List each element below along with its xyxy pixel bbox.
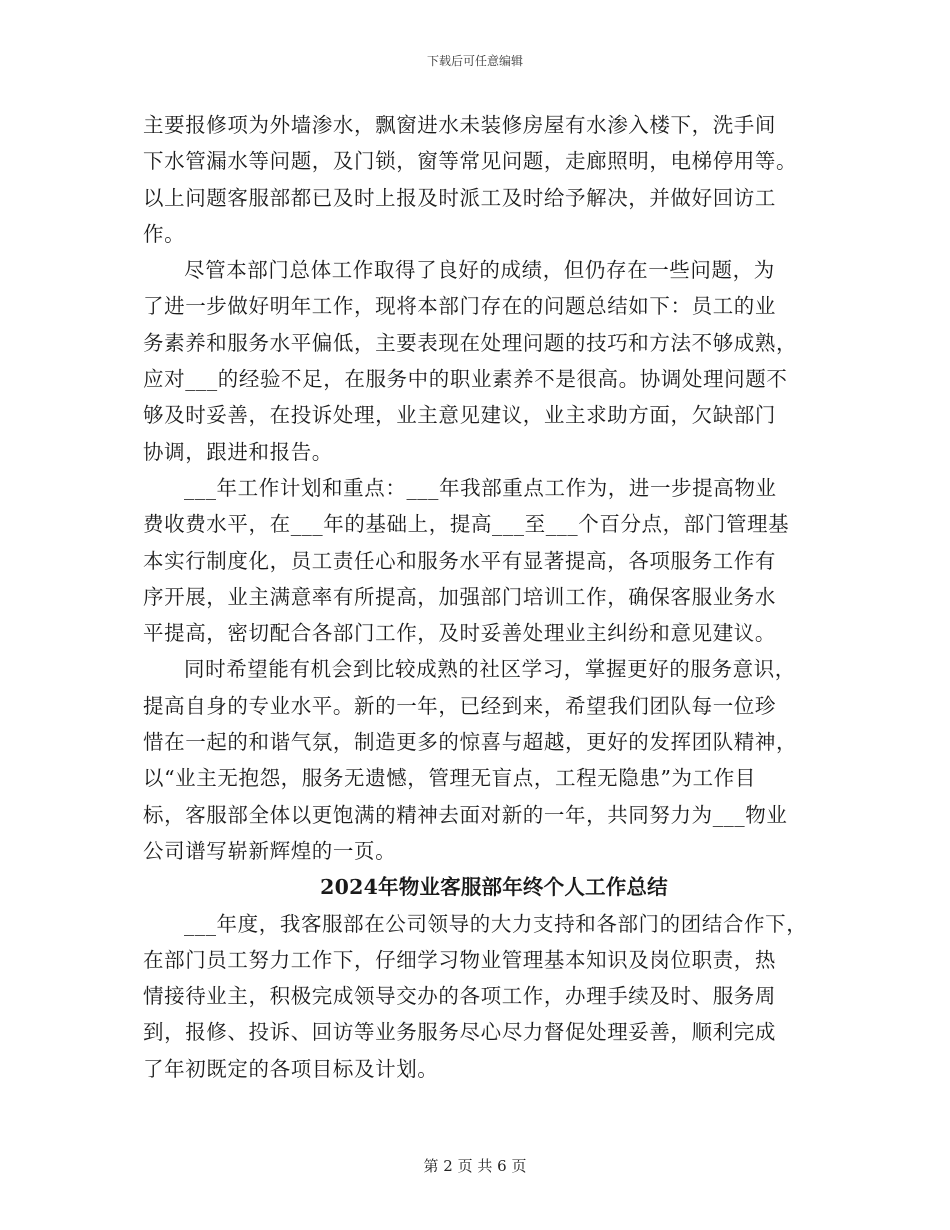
paragraph-first-line: ___年度，我客服部在公司领导的大力支持和各部门的团结合作下，: [184, 911, 808, 936]
body-line: 以上问题客服部都已及时上报及时派工及时给予解决，并做好回访工: [143, 185, 776, 210]
section-title: 2024年物业客服部年终个人工作总结: [320, 875, 668, 900]
body-line: 本实行制度化，员工责任心和服务水平有显著提高，各项服务工作有: [143, 548, 776, 573]
page-header: 下载后可任意编辑: [426, 54, 523, 68]
document-body: [143, 107, 815, 1087]
paragraph-first-line: 尽管本部门总体工作取得了良好的成绩，但仍存在一些问题，为: [184, 258, 775, 283]
body-line: 主要报修项为外墙渗水，飘窗进水未装修房屋有水渗入楼下，洗手间: [143, 113, 776, 137]
body-line: 务素养和服务水平偏低，主要表现在处理问题的技巧和方法不够成熟，: [143, 330, 798, 355]
body-line: 标，客服部全体以更饱满的精神去面对新的一年，共同努力为___物业: [143, 802, 788, 827]
body-line: 协调，跟进和报告。: [143, 439, 333, 464]
body-line: 作。: [143, 221, 186, 246]
paragraph-first-line: 同时希望能有机会到比较成熟的社区学习，掌握更好的服务意识，: [184, 657, 796, 682]
body-line: 费收费水平，在___年的基础上，提高___至___个百分点，部门管理基: [143, 512, 790, 537]
body-line: 了年初既定的各项目标及计划。: [143, 1056, 439, 1081]
body-line: 够及时妥善，在投诉处理，业主意见建议，业主求助方面，欠缺部门: [143, 403, 776, 428]
body-line: 下水管漏水等问题，及门锁，窗等常见问题，走廊照明，电梯停用等。: [143, 149, 798, 174]
page-number: 第 2 页 共 6 页: [423, 1157, 527, 1175]
body-line: 提高自身的专业水平。新的一年，已经到来，希望我们团队每一位珍: [143, 693, 776, 718]
body-line: 惜在一起的和谐气氛，制造更多的惊喜与超越，更好的发挥团队精神，: [143, 730, 798, 755]
body-line: 以“业主无抱怨，服务无遗憾，管理无盲点，工程无隐患”为工作目: [143, 766, 756, 791]
body-line: 到，报修、投诉、回访等业务服务尽心尽力督促处理妥善，顺利完成: [143, 1020, 776, 1045]
body-line: 了进一步做好明年工作，现将本部门存在的问题总结如下：员工的业: [143, 294, 776, 319]
body-line: 在部门员工努力工作下，仔细学习物业管理基本知识及岗位职责，热: [143, 947, 776, 972]
body-line: 情接待业主，积极完成领导交办的各项工作，办理手续及时、服务周: [143, 984, 776, 1009]
body-line: 应对___的经验不足，在服务中的职业素养不是很高。协调处理问题不: [143, 367, 788, 392]
body-line: 序开展，业主满意率有所提高，加强部门培训工作，确保客服业务水: [143, 584, 776, 609]
paragraph-first-line: ___年工作计划和重点：___年我部重点工作为，进一步提高物业: [184, 475, 777, 500]
body-line: 平提高，密切配合各部门工作，及时妥善处理业主纠纷和意见建议。: [143, 621, 776, 646]
body-line: 公司谱写崭新辉煌的一页。: [143, 838, 397, 863]
